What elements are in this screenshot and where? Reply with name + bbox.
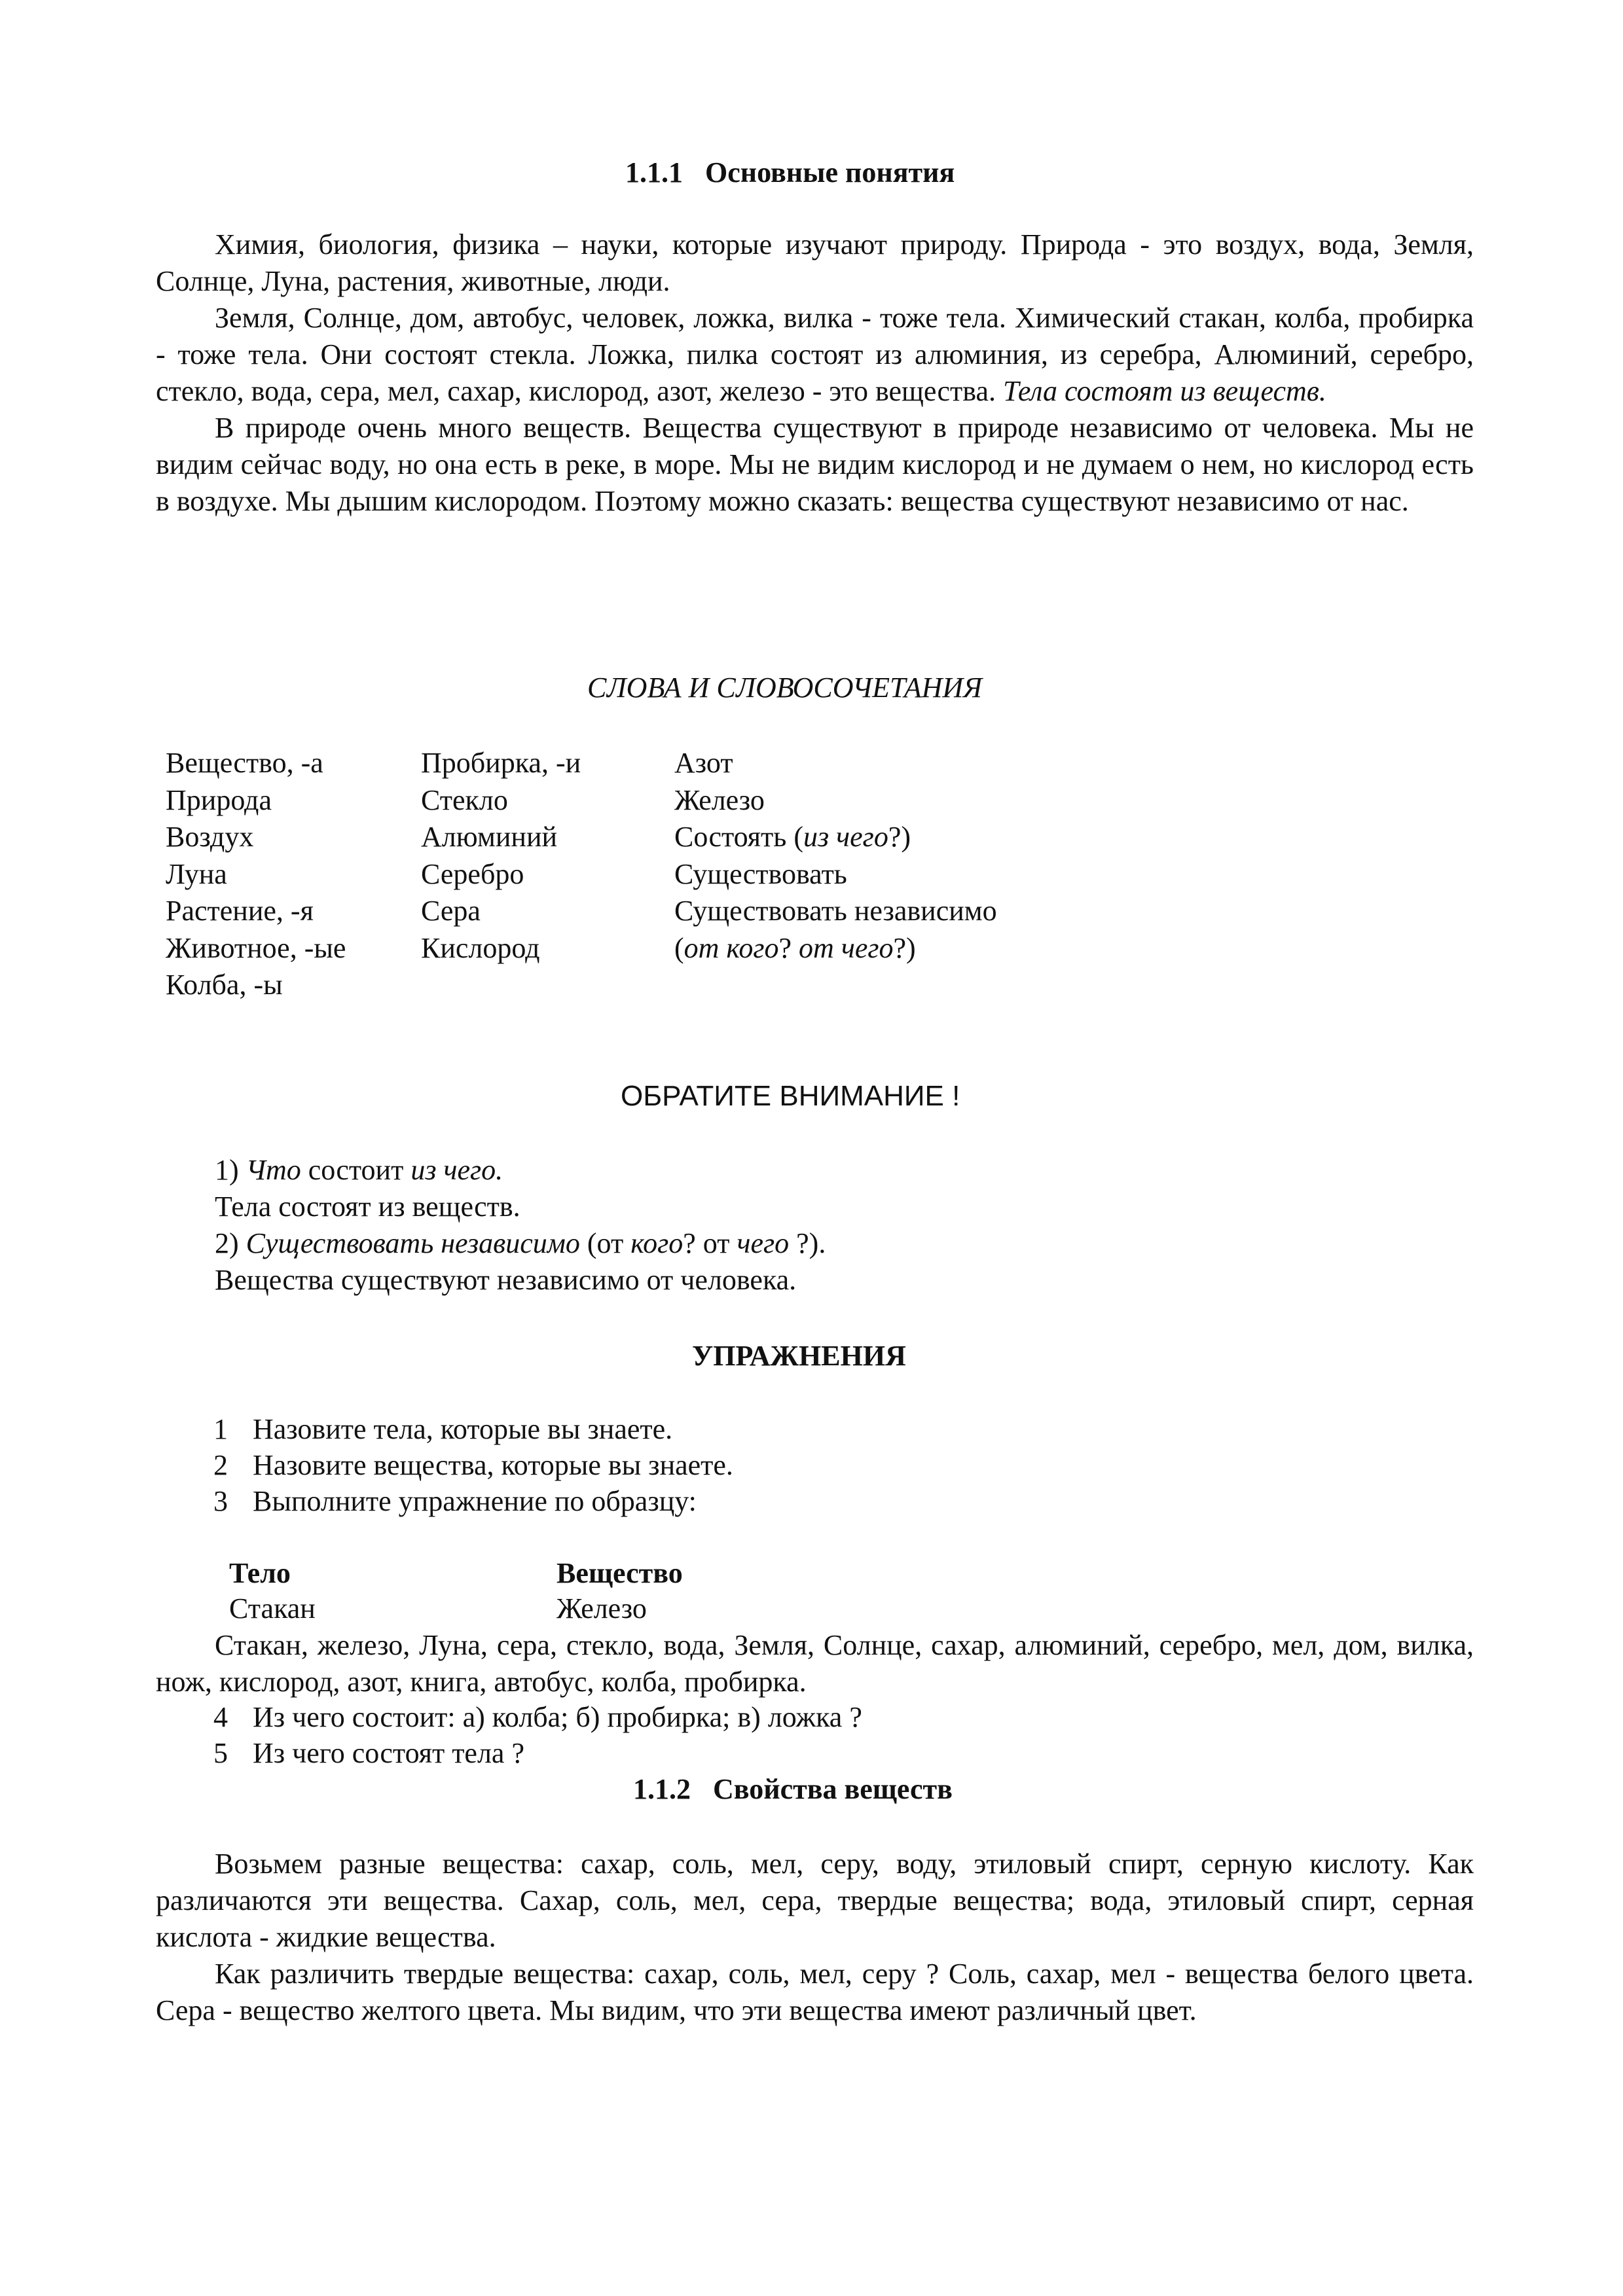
vocab-word — [674, 930, 997, 967]
sample-header-body: Тело — [229, 1557, 291, 1589]
vocab-text: ?) — [888, 821, 911, 853]
attention-line — [215, 1225, 826, 1262]
exercise-item — [213, 1483, 733, 1519]
exercise-text: Из чего состоит: а) колба; б) пробирка; в) ложка ? — [253, 1701, 862, 1733]
vocab-emphasis: от кого — [684, 931, 779, 964]
vocab-word: Алюминий — [421, 821, 558, 853]
vocab-emphasis: из чего — [803, 821, 888, 853]
paragraph: Возьмем разные вещества: сахар, соль, мел, серу, воду, этиловый спирт, серную кислоту. Как различаются эти вещества. Сахар, соль, мел, сера, твердые вещества; вода, этиловый спирт, серная кислота - жидкие вещества. — [156, 1848, 1474, 1953]
vocab-word: Сера — [421, 895, 481, 927]
attention-line: Вещества существуют независимо от человека. — [215, 1264, 797, 1296]
vocab-column-2 — [421, 745, 581, 967]
exercises-title: УПРАЖНЕНИЯ — [692, 1340, 906, 1372]
exercise-item — [213, 1699, 862, 1735]
section-heading-1 — [625, 157, 955, 188]
attention-emphasis: чего — [737, 1227, 790, 1259]
paragraph — [156, 300, 1474, 410]
attention-text: состоит — [301, 1154, 411, 1186]
exercise-number: 3 — [213, 1485, 228, 1517]
vocab-text: ( — [674, 931, 684, 964]
exercise-item — [213, 1735, 862, 1771]
vocab-text: ? — [778, 931, 799, 964]
vocab-word: Природа — [166, 783, 272, 816]
vocab-word: Вещество, -а — [166, 747, 323, 779]
attention-text: 1) — [215, 1154, 246, 1186]
exercise-text: Назовите тела, которые вы знаете. — [253, 1413, 673, 1445]
exercise-list-2 — [213, 1699, 862, 1771]
exercise-number: 5 — [213, 1737, 228, 1769]
exercise-number: 4 — [213, 1701, 228, 1733]
attention-line: Тела состоят из веществ. — [215, 1191, 520, 1223]
section-title: Основные понятия — [705, 156, 955, 188]
exercise-item — [213, 1447, 733, 1483]
attention-title: ОБРАТИТЕ ВНИМАНИЕ ! — [621, 1080, 960, 1112]
section-2-body — [156, 1846, 1474, 2029]
sample-cell-substance: Железо — [556, 1592, 647, 1624]
paragraph: Как различить твердые вещества: сахар, соль, мел, серу ? Соль, сахар, мел - вещества белого цвета. Сера - вещество желтого цвета. Мы видим, что эти вещества имеют различный цвет. — [156, 1958, 1474, 2026]
vocab-word: Пробирка, -и — [421, 747, 581, 779]
vocab-word — [674, 819, 997, 856]
exercise-number: 1 — [213, 1413, 228, 1445]
vocab-column-3 — [674, 745, 997, 967]
word-list — [156, 1627, 1474, 1700]
vocab-word: Существовать — [674, 857, 847, 890]
vocab-column-1 — [166, 745, 346, 1004]
vocab-word: Луна — [166, 857, 227, 890]
section-heading-2 — [633, 1774, 953, 1805]
attention-text: ? от — [683, 1227, 737, 1259]
vocab-word: Воздух — [166, 821, 254, 853]
exercise-text: Выполните упражнение по образцу: — [253, 1485, 697, 1517]
vocab-word: Животное, -ые — [166, 931, 346, 964]
attention-emphasis: кого — [630, 1227, 684, 1259]
attention-emphasis: Что — [246, 1154, 301, 1186]
attention-emphasis: из чего. — [410, 1154, 503, 1186]
attention-text: ?). — [789, 1227, 826, 1259]
vocab-word: Растение, -я — [166, 895, 314, 927]
attention-line — [215, 1152, 826, 1189]
sample-cell-body: Стакан — [229, 1592, 316, 1624]
vocab-title: СЛОВА И СЛОВОСОЧЕТАНИЯ — [587, 672, 983, 704]
attention-body — [215, 1152, 826, 1299]
paragraph: В природе очень много веществ. Вещества существуют в природе независимо от человека. Мы не видим сейчас воду, но она есть в реке, в море. Мы не видим кислород и не думаем о нем, но кислород есть в воздухе. Мы дышим кислородом. Поэтому можно сказать: вещества существуют независимо от нас. — [156, 412, 1474, 517]
vocab-word: Колба, -ы — [166, 969, 283, 1001]
section-title: Свойства веществ — [713, 1773, 953, 1805]
paragraph: Химия, биология, физика – науки, которые изучают природу. Природа - это воздух, вода, Земля, Солнце, Луна, растения, животные, люди. — [156, 228, 1474, 297]
attention-emphasis: Существовать независимо — [246, 1227, 580, 1259]
paragraph: Стакан, железо, Луна, сера, стекло, вода, Земля, Солнце, сахар, алюминий, серебро, мел, дом, вилка, нож, кислород, азот, книга, автобус, колба, пробирка. — [156, 1629, 1474, 1698]
vocab-word: Азот — [674, 747, 733, 779]
vocab-text: Состоять ( — [674, 821, 803, 853]
vocab-word: Серебро — [421, 857, 524, 890]
vocab-emphasis: от чего — [799, 931, 894, 964]
vocab-word: Стекло — [421, 783, 508, 816]
vocab-word: Существовать независимо — [674, 895, 997, 927]
section-number: 1.1.1 — [625, 156, 683, 188]
exercise-item — [213, 1411, 733, 1447]
exercise-list — [213, 1411, 733, 1519]
section-1-body — [156, 226, 1474, 520]
attention-text: (от — [579, 1227, 631, 1259]
attention-text: 2) — [215, 1227, 246, 1259]
exercise-text: Назовите вещества, которые вы знаете. — [253, 1449, 733, 1481]
vocab-text: ?) — [893, 931, 916, 964]
exercise-text: Из чего состоят тела ? — [253, 1737, 524, 1769]
vocab-word: Железо — [674, 783, 765, 816]
vocab-word: Кислород — [421, 931, 540, 964]
exercise-number: 2 — [213, 1449, 228, 1481]
section-number: 1.1.2 — [633, 1773, 691, 1805]
paragraph-text: Земля, Солнце, дом, автобус, человек, ложка, вилка - тоже тела. Химический стакан, колба, пробирка - тоже тела. Они состоят стекла. Ложка, пилка состоят из алюминия, из серебра, Алюминий, серебро, стекло, вода, сера, мел, сахар, кислород, азот, железо - это вещества. — [156, 302, 1474, 407]
paragraph-emphasis: Тела состоят из веществ. — [1002, 375, 1326, 407]
sample-header-substance: Вещество — [556, 1557, 683, 1589]
